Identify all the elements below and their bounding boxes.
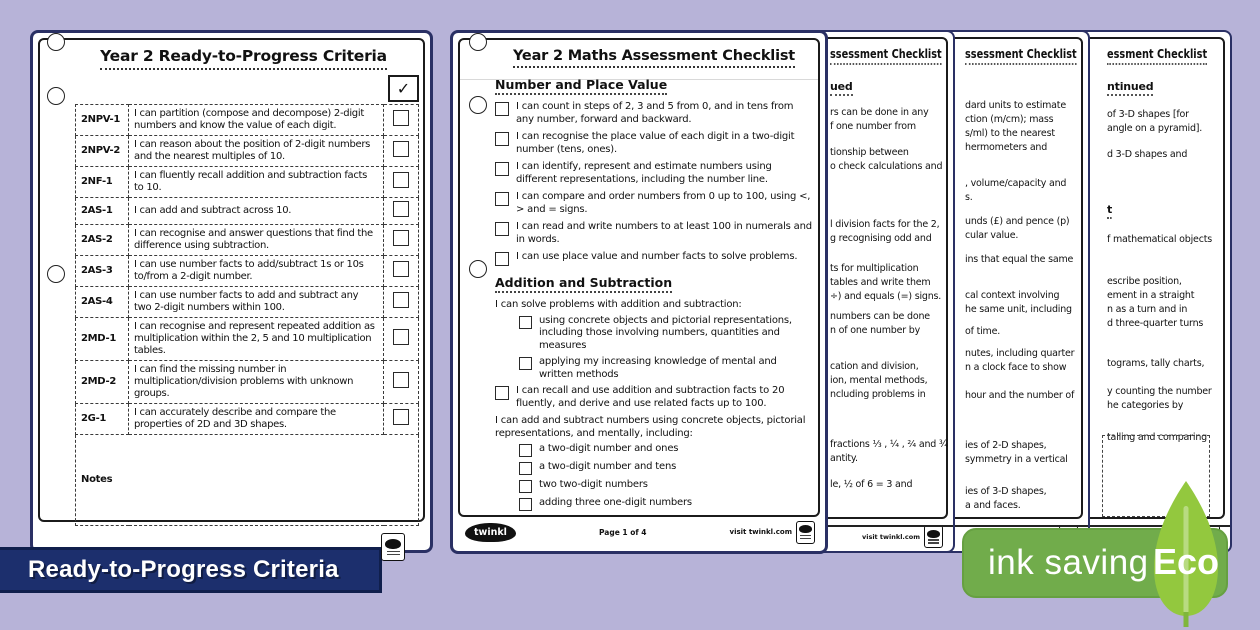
item-text: I can compare and order numbers from 0 up to 100, using <, > and = signs. (516, 191, 811, 215)
text-fragment: o check calculations and (830, 161, 943, 172)
text-fragment: he categories by (1107, 400, 1184, 411)
paragraph-fragment (1107, 233, 1224, 247)
page-text-fragments (830, 46, 947, 492)
text-fragment: symmetry in a vertical (965, 454, 1068, 465)
item-text: I can read and write numbers to at least 100 in numerals and in words. (516, 221, 812, 245)
item-text: I can count in steps of 2, 3 and 5 from 0, and in tens from any number, forward and backward. (516, 101, 794, 125)
section-heading: Addition and Subtraction (495, 275, 672, 293)
text-fragment: antity. (830, 453, 858, 464)
section-heading-fragment (1107, 75, 1224, 96)
criteria-code: 2NPV-2 (76, 136, 129, 167)
paragraph-fragment (965, 485, 1082, 513)
criteria-code: 2AS-4 (76, 287, 129, 318)
text-fragment: tograms, tally charts, (1107, 358, 1205, 369)
text-fragment: y counting the number (1107, 386, 1212, 397)
hole-punch (47, 265, 65, 283)
criteria-text: I can fluently recall addition and subtraction facts to 10. (129, 167, 384, 198)
checkbox (495, 386, 509, 400)
checkbox (393, 230, 409, 246)
text-fragment: ued (830, 80, 853, 96)
item-text: I can recognise the place value of each digit in a two-digit number (tens, ones). (516, 131, 795, 155)
twinkl-quality-badge (924, 525, 943, 548)
paragraph-fragment (1107, 108, 1224, 136)
item-text: I can use place value and number facts to solve problems. (516, 251, 798, 262)
text-fragment: talling and comparing (1107, 432, 1207, 443)
checklist-body (495, 43, 813, 511)
banner-label: Ready-to-Progress Criteria (28, 556, 339, 583)
paragraph-fragment (965, 215, 1082, 243)
page-text-fragments (1107, 46, 1224, 445)
checklist-item (519, 356, 813, 381)
checklist-intro (495, 415, 813, 440)
page-text-fragments (965, 46, 1082, 513)
paragraph-fragment (965, 325, 1082, 339)
criteria-table-area (75, 75, 419, 526)
text-fragment: d 3-D shapes and (1107, 149, 1188, 160)
criteria-code: 2NF-1 (76, 167, 129, 198)
text-fragment: tables and write them (830, 277, 931, 288)
resource-title-banner (0, 547, 382, 593)
paragraph-fragment (830, 360, 947, 402)
text-fragment: le, ½ of 6 = 3 and (830, 479, 913, 490)
twinkl-cloud-icon (799, 525, 812, 533)
text-fragment: s. (965, 192, 973, 203)
item-text: two two-digit numbers (539, 479, 648, 490)
section-heading: Number and Place Value (495, 77, 667, 95)
item-text: I can recall and use addition and subtraction facts to 20 fluently, and derive and use related facts up to 100. (516, 385, 785, 409)
ticked-checkbox: ✓ (388, 75, 419, 102)
tick-column-header (75, 75, 419, 102)
paragraph-fragment (830, 310, 947, 338)
paragraph-fragment (1107, 357, 1224, 371)
criteria-row (76, 225, 419, 256)
page-title: Year 2 Ready-to-Progress Criteria (67, 46, 420, 70)
criteria-code: 2G-1 (76, 404, 129, 435)
text-fragment: cation and division, (830, 361, 919, 372)
text-fragment: cular value. (965, 230, 1019, 241)
page-title: Year 2 Maths Assessment Checklist (495, 45, 813, 68)
paragraph-fragment (830, 218, 947, 246)
text-fragment: ies of 2-D shapes, (965, 440, 1047, 451)
checkbox-cell (384, 256, 419, 287)
twinkl-cloud-icon (385, 539, 401, 549)
text-fragment: hour and the number of (965, 390, 1075, 401)
text-fragment: angle on a pyramid]. (1107, 123, 1203, 134)
section-heading-fragment (1107, 198, 1224, 219)
text-fragment: t (1107, 203, 1112, 219)
page-title-fragment: ssessment Checklist (965, 46, 1077, 65)
page-footer (465, 520, 815, 544)
text-fragment: s/ml) to the nearest (965, 128, 1055, 139)
criteria-row (76, 256, 419, 287)
checklist-item (495, 385, 813, 410)
paragraph-fragment (1107, 275, 1224, 331)
item-text: I can add and subtract numbers using concrete objects, pictorial representations, and mentally, including: (495, 415, 806, 439)
checklist-sections (495, 74, 813, 511)
paragraph-fragment (830, 262, 947, 304)
criteria-row (76, 198, 419, 225)
text-fragment: of 3-D shapes [for (1107, 109, 1189, 120)
checklist-item (519, 443, 813, 457)
paragraph-fragment (830, 438, 947, 466)
text-fragment: ction (m/cm); mass (965, 114, 1054, 125)
paragraph-fragment (965, 177, 1082, 205)
text-fragment: ÷) and equals (=) signs. (830, 291, 942, 302)
paragraph-fragment (965, 289, 1082, 317)
checkbox-cell (384, 225, 419, 256)
text-fragment: he same unit, including (965, 304, 1072, 315)
checkbox-cell (384, 136, 419, 167)
visit-twinkl-link: visit twinkl.com (729, 528, 792, 536)
criteria-text: I can use number facts to add/subtract 1s or 10s to/from a 2-digit number. (129, 256, 384, 287)
checkbox (519, 480, 532, 493)
checklist-item (519, 479, 813, 493)
hole-punch (469, 96, 487, 114)
hole-punch (47, 87, 65, 105)
page-title-fragment: ssessment Checklist (830, 46, 942, 65)
criteria-text: I can add and subtract across 10. (129, 198, 384, 225)
checkbox (495, 162, 509, 176)
text-fragment: ies of 3-D shapes, (965, 486, 1047, 497)
checklist-item (495, 101, 813, 126)
hole-punch (469, 260, 487, 278)
notes-label: Notes (76, 435, 419, 526)
paragraph-fragment (965, 439, 1082, 467)
text-fragment: of time. (965, 326, 1001, 337)
text-fragment: escribe position, (1107, 276, 1182, 287)
criteria-code: 2MD-2 (76, 361, 129, 404)
paragraph-fragment (965, 347, 1082, 375)
paragraph-fragment (1107, 385, 1224, 413)
checkbox (393, 141, 409, 157)
checkbox (393, 201, 409, 217)
text-fragment: nutes, including quarter (965, 348, 1075, 359)
checkbox (495, 132, 509, 146)
checkbox (393, 261, 409, 277)
text-fragment: l division facts for the 2, (830, 219, 940, 230)
paragraph-fragment (965, 99, 1082, 155)
checkbox (495, 222, 509, 236)
paragraph-fragment (965, 253, 1082, 267)
text-fragment: numbers can be done (830, 311, 930, 322)
checkbox (393, 292, 409, 308)
paragraph-fragment (1107, 148, 1224, 162)
criteria-code: 2MD-1 (76, 318, 129, 361)
checkbox-cell (384, 318, 419, 361)
twinkl-cloud-icon (927, 530, 940, 538)
criteria-text: I can accurately describe and compare the properties of 2D and 3D shapes. (129, 404, 384, 435)
twinkl-quality-badge (381, 533, 405, 561)
text-fragment: fractions ⅓ , ¼ , ²⁄₄ and ¾ (830, 439, 948, 450)
text-fragment: ins that equal the same (965, 254, 1074, 265)
criteria-text: I can use number facts to add and subtract any two 2-digit numbers within 100. (129, 287, 384, 318)
page-footer (862, 525, 943, 548)
text-fragment: a and faces. (965, 500, 1021, 511)
text-fragment: n a clock face to show (965, 362, 1067, 373)
item-text: adding three one-digit numbers (539, 497, 692, 508)
criteria-row (76, 136, 419, 167)
checklist-item (519, 461, 813, 475)
checklist-item (495, 251, 813, 266)
text-fragment: ement in a straight (1107, 290, 1195, 301)
criteria-code: 2AS-2 (76, 225, 129, 256)
text-fragment: ntinued (1107, 80, 1153, 96)
text-fragment: f one number from (830, 121, 916, 132)
paragraph-fragment (830, 106, 947, 134)
item-text: a two-digit number and ones (539, 443, 679, 454)
hole-punch (47, 33, 65, 51)
checkbox (393, 372, 409, 388)
criteria-code: 2AS-3 (76, 256, 129, 287)
checkbox (393, 329, 409, 345)
visit-twinkl-link: visit twinkl.com (861, 532, 920, 541)
checkbox-cell (384, 287, 419, 318)
document-page-assessment-checklist (450, 30, 828, 554)
item-text: using concrete objects and pictorial representations, including those involving numbers, quantities and measures (539, 314, 792, 351)
section-heading-fragment (830, 75, 947, 96)
criteria-row (76, 105, 419, 136)
text-fragment: f mathematical objects (1107, 234, 1212, 245)
ink-saving-label: ink saving (988, 543, 1149, 582)
checkbox (519, 357, 532, 370)
checkbox-cell (384, 198, 419, 225)
checklist-item (495, 191, 813, 216)
criteria-text: I can reason about the position of 2-digit numbers and the nearest multiples of 10. (129, 136, 384, 167)
checkbox (519, 316, 532, 329)
criteria-text: I can recognise and represent repeated addition as multiplication within the 2, 5 and 10 multiplication tables. (129, 318, 384, 361)
page-title-fragment: essment Checklist (1107, 46, 1207, 65)
checkbox (495, 192, 509, 206)
criteria-text: I can recognise and answer questions that find the difference using subtraction. (129, 225, 384, 256)
checkbox-cell (384, 404, 419, 435)
checkbox (495, 252, 509, 266)
checkbox (519, 498, 532, 511)
paragraph-fragment (830, 478, 947, 492)
text-fragment: cal context involving (965, 290, 1060, 301)
criteria-table (75, 104, 419, 526)
criteria-row (76, 404, 419, 435)
item-text: a two-digit number and tens (539, 461, 677, 472)
checklist-item (495, 161, 813, 186)
text-fragment: dard units to estimate (965, 100, 1066, 111)
text-fragment: g recognising odd and (830, 233, 932, 244)
checkbox (393, 409, 409, 425)
paragraph-fragment (965, 389, 1082, 403)
criteria-row (76, 167, 419, 198)
checkbox-cell (384, 361, 419, 404)
text-fragment: ncluding problems in (830, 389, 926, 400)
checklist-item (519, 497, 813, 511)
text-fragment: n as a turn and in (1107, 304, 1188, 315)
twinkl-quality-badge (796, 521, 815, 544)
checkbox-cell (384, 105, 419, 136)
eco-label: Eco (1152, 541, 1220, 582)
checklist-item (495, 221, 813, 246)
checklist-intro (495, 299, 813, 312)
checkbox (519, 444, 532, 457)
paragraph-fragment (830, 146, 947, 174)
text-fragment: ion, mental methods, (830, 375, 928, 386)
item-text: I can identify, represent and estimate numbers using different representations, including the number line. (516, 161, 772, 185)
checklist-item (519, 315, 813, 353)
criteria-row (76, 287, 419, 318)
item-text: I can solve problems with addition and subtraction: (495, 299, 742, 310)
notes-row (76, 435, 419, 526)
document-page-rtp-criteria (30, 30, 433, 553)
criteria-text: I can find the missing number in multiplication/division problems with unknown groups. (129, 361, 384, 404)
hole-punch (469, 33, 487, 51)
criteria-text: I can partition (compose and decompose) 2-digit numbers and know the value of each digit. (129, 105, 384, 136)
text-fragment: ts for multiplication (830, 263, 919, 274)
checkbox (393, 172, 409, 188)
criteria-code: 2NPV-1 (76, 105, 129, 136)
checkbox (393, 110, 409, 126)
checkbox-cell (384, 167, 419, 198)
text-fragment: d three-quarter turns (1107, 318, 1204, 329)
text-fragment: tionship between (830, 147, 909, 158)
item-text: applying my increasing knowledge of mental and written methods (539, 356, 777, 380)
checkbox (519, 462, 532, 475)
checkbox (495, 102, 509, 116)
text-fragment: , volume/capacity and (965, 178, 1067, 189)
text-fragment: hermometers and (965, 142, 1048, 153)
criteria-row (76, 318, 419, 361)
text-fragment: unds (£) and pence (p) (965, 216, 1070, 227)
criteria-code: 2AS-1 (76, 198, 129, 225)
criteria-row (76, 361, 419, 404)
page-number: Page 1 of 4 (598, 527, 647, 537)
text-fragment: rs can be done in any (830, 107, 929, 118)
checklist-item (495, 131, 813, 156)
twinkl-logo: twinkl (465, 523, 516, 542)
text-fragment: n of one number by (830, 325, 921, 336)
